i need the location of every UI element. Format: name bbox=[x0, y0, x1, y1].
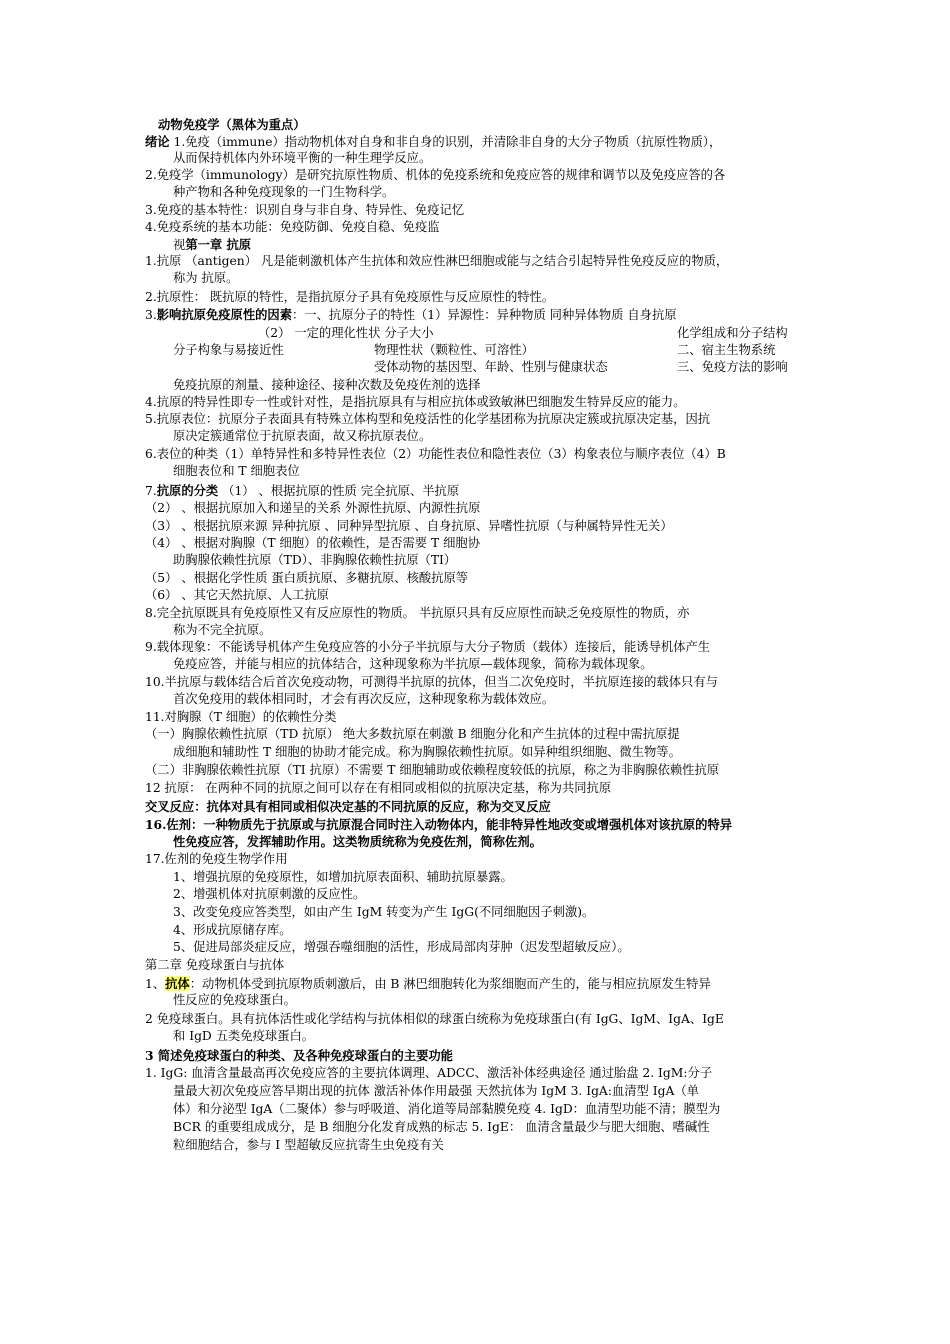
bold-span: 抗原的分类 bbox=[156, 483, 219, 498]
text-line: 交叉反应：抗体对具有相同或相似决定基的不同抗原的反应，称为交叉反应 bbox=[145, 799, 551, 814]
text-line: 免疫抗原的剂量、接种途径、接种次数及免疫佐剂的选择 bbox=[173, 378, 481, 392]
text-line: （6） 、其它天然抗原、人工抗原 bbox=[145, 588, 329, 602]
text-line: （2） 、根据抗原加入和递呈的关系 外源性抗原、内源性抗原 bbox=[145, 501, 481, 515]
text-line: 3、改变免疫应答类型，如由产生 IgM 转变为产生 IgG(不同细胞因子刺激)。 bbox=[173, 905, 595, 919]
text-line: 11.对胸腺（T 细胞）的依赖性分类 bbox=[145, 710, 337, 724]
text-line: 细胞表位和 T 细胞表位 bbox=[173, 464, 300, 478]
text-line: 量最大初次免疫应答早期出现的抗体 激活补体作用最强 天然抗体为 IgM 3. IgA:血清型 IgA（单 bbox=[173, 1084, 699, 1098]
text-line bbox=[145, 306, 677, 324]
text-line: 1.抗原 （antigen） 凡是能刺激机体产生抗体和效应性淋巴细胞或能与之结合引起特异性免疫反应的物质， bbox=[145, 254, 729, 268]
text-line: 粒细胞结合，参与 I 型超敏反应抗寄生虫免疫有关 bbox=[173, 1138, 444, 1152]
text-line: 2.免疫学（immunology）是研究抗原性物质、机体的免疫系统和免疫应答的规律和调节以及免疫应答的各 bbox=[145, 168, 726, 182]
text-line: 4、形成抗原储存库。 bbox=[173, 923, 292, 937]
text-line: 3.免疫的基本特性：识别自身与非自身、特异性、免疫记忆 bbox=[145, 203, 465, 217]
text-line: 成细胞和辅助性 T 细胞的协助才能完成。称为胸腺依赖性抗原。如异种组织细胞、微生物等。 bbox=[173, 745, 681, 759]
chapter-heading: 第一章 抗原 bbox=[185, 237, 252, 252]
text-line: 和 IgD 五类免疫球蛋白。 bbox=[173, 1029, 315, 1043]
section-label: 绪论 bbox=[145, 134, 170, 149]
text-span: 7. bbox=[145, 484, 157, 498]
text-span: （1） 、根据抗原的性质 完全抗原、半抗原 bbox=[218, 484, 460, 498]
text-line: 第二章 免疫球蛋白与抗体 bbox=[145, 958, 285, 972]
text-line: 5、促进局部炎症反应，增强吞噬细胞的活性，形成局部肉芽肿（迟发型超敏反应）。 bbox=[173, 940, 630, 954]
text-line: 助胸腺依赖性抗原（TD）、非胸腺依赖性抗原（TI） bbox=[173, 553, 457, 567]
text-line bbox=[145, 482, 459, 500]
text-span: ：动物机体受到抗原物质刺激后，由 B 淋巴细胞转化为浆细胞而产生的，能与相应抗原发生特异 bbox=[189, 977, 711, 991]
text-line: （2） 一定的理化性状 分子大小 bbox=[258, 326, 434, 340]
text-line: 12 抗原： 在两种不同的抗原之间可以存在有相同或相似的抗原决定基，称为共同抗原 bbox=[145, 781, 612, 795]
text-span: 3. bbox=[145, 308, 157, 322]
text-line: 性反应的免疫球蛋白。 bbox=[173, 993, 296, 1007]
text-line: 4.免疫系统的基本功能：免疫防御、免疫自稳、免疫监 bbox=[145, 220, 440, 234]
text-span: 1、 bbox=[145, 977, 166, 991]
text-line bbox=[145, 133, 721, 151]
text-line: 4.抗原的特异性即专一性或针对性，是指抗原具有与相应抗体或致敏淋巴细胞发生特异反应的能力。 bbox=[145, 395, 686, 409]
text-line bbox=[145, 975, 711, 993]
text-line: 免疫应答，并能与相应的抗体结合，这种现象称为半抗原—载体现象，简称为载体现象。 bbox=[173, 657, 653, 671]
text-line: 化学组成和分子结构 bbox=[677, 326, 788, 340]
text-line: 体）和分泌型 IgA（二聚体）参与呼吸道、消化道等局部黏膜免疫 4. IgD：血清型功能不清；膜型为 bbox=[173, 1102, 721, 1116]
text-line: 种产物和各种免疫现象的一门生物科学。 bbox=[173, 185, 395, 199]
text-line: 10.半抗原与载体结合后首次免疫动物，可测得半抗原的抗体，但当二次免疫时，半抗原连接的载体只有与 bbox=[145, 675, 718, 689]
text-span: ：一、抗原分子的特性（1）异源性：异种物质 同种异体物质 自身抗原 bbox=[292, 308, 677, 322]
text-span: 1.免疫（immune）指动物机体对自身和非自身的识别，并清除非自身的大分子物质（抗原性物质）， bbox=[169, 135, 722, 149]
text-line: （5） 、根据化学性质 蛋白质抗原、多糖抗原、核酸抗原等 bbox=[145, 571, 469, 585]
text-line: 5.抗原表位：抗原分子表面具有特殊立体构型和免疫活性的化学基团称为抗原决定簇或抗原决定基，因抗 bbox=[145, 412, 711, 426]
text-line: （一）胸腺依赖性抗原（TD 抗原） 绝大多数抗原在刺激 B 细胞分化和产生抗体的过程中需抗原提 bbox=[145, 727, 680, 741]
text-line bbox=[173, 236, 251, 254]
text-line: （4） 、根据对胸腺（T 细胞）的依赖性，是否需要 T 细胞协 bbox=[145, 536, 480, 550]
highlighted-term: 抗体 bbox=[165, 976, 190, 991]
text-line: 性免疫应答，发挥辅助作用。这类物质统称为免疫佐剂，简称佐剂。 bbox=[173, 834, 542, 849]
text-line: 17.佐剂的免疫生物学作用 bbox=[145, 852, 288, 866]
text-line: （二）非胸腺依赖性抗原（TI 抗原）不需要 T 细胞辅助或依赖程度较低的抗原，称之为非胸腺依赖性抗原 bbox=[145, 763, 720, 777]
text-line: 受体动物的基因型、年龄、性别与健康状态 bbox=[374, 360, 608, 374]
text-line: 称为不完全抗原。 bbox=[173, 623, 272, 637]
text-line: 三、免疫方法的影响 bbox=[677, 360, 788, 374]
text-line: 16.佐剂：一种物质先于抗原或与抗原混合同时注入动物体内，能非特异性地改变或增强机体对该抗原的特异 bbox=[145, 817, 733, 832]
text-line: 2 免疫球蛋白。具有抗体活性或化学结构与抗体相似的球蛋白统称为免疫球蛋白(有 IgG、IgM、IgA、IgE bbox=[145, 1012, 724, 1026]
text-line: 原决定簇通常位于抗原表面，故又称抗原表位。 bbox=[173, 429, 432, 443]
bold-span: 影响抗原免疫原性的因素 bbox=[156, 307, 293, 322]
text-line: 称为 抗原。 bbox=[173, 271, 239, 285]
text-line: 首次免疫用的载体相同时，才会有再次反应，这种现象称为载体效应。 bbox=[173, 692, 555, 706]
text-line: BCR 的重要组成成分，是 B 细胞分化发育成熟的标志 5. IgE： 血清含量最少与肥大细胞、嗜碱性 bbox=[173, 1120, 710, 1134]
section-heading: 3 简述免疫球蛋白的种类、及各种免疫球蛋白的主要功能 bbox=[145, 1048, 453, 1063]
text-line: 2、增强机体对抗原刺激的反应性。 bbox=[173, 887, 366, 901]
text-line: 从而保持机体内外环境平衡的一种生理学反应。 bbox=[173, 151, 432, 165]
text-line: 1、增强抗原的免疫原性，如增加抗原表面积、辅助抗原暴露。 bbox=[173, 870, 513, 884]
text-line: 二、宿主生物系统 bbox=[677, 343, 776, 357]
text-line: 6.表位的种类（1）单特异性和多特异性表位（2）功能性表位和隐性表位（3）构象表位与顺序表位（4）B bbox=[145, 447, 726, 461]
text-line: （3） 、根据抗原来源 异种抗原 、同种异型抗原 、自身抗原、异嗜性抗原（与种属特异性无关） bbox=[145, 519, 673, 533]
text-line: 1. IgG: 血清含量最高再次免疫应答的主要抗体调理、ADCC、激活补体经典途径 通过胎盘 2. IgM:分子 bbox=[145, 1066, 713, 1080]
text-line: 2.抗原性： 既抗原的特性，是指抗原分子具有免疫原性与反应原性的特性。 bbox=[145, 290, 555, 304]
text-line: 8.完全抗原既具有免疫原性又有反应原性的物质。 半抗原只具有反应原性而缺乏免疫原性的物质，亦 bbox=[145, 606, 690, 620]
text-line: 物理性状（颗粒性、可溶性） bbox=[374, 343, 534, 357]
text-line: 9.载体现象：不能诱导机体产生免疫应答的小分子半抗原与大分子物质（载体）连接后，能诱导机体产生 bbox=[145, 640, 711, 654]
text-span: 视 bbox=[173, 238, 186, 252]
text-line: 分子构象与易接近性 bbox=[173, 343, 284, 357]
document-title: 动物免疫学（黑体为重点） bbox=[158, 117, 306, 132]
